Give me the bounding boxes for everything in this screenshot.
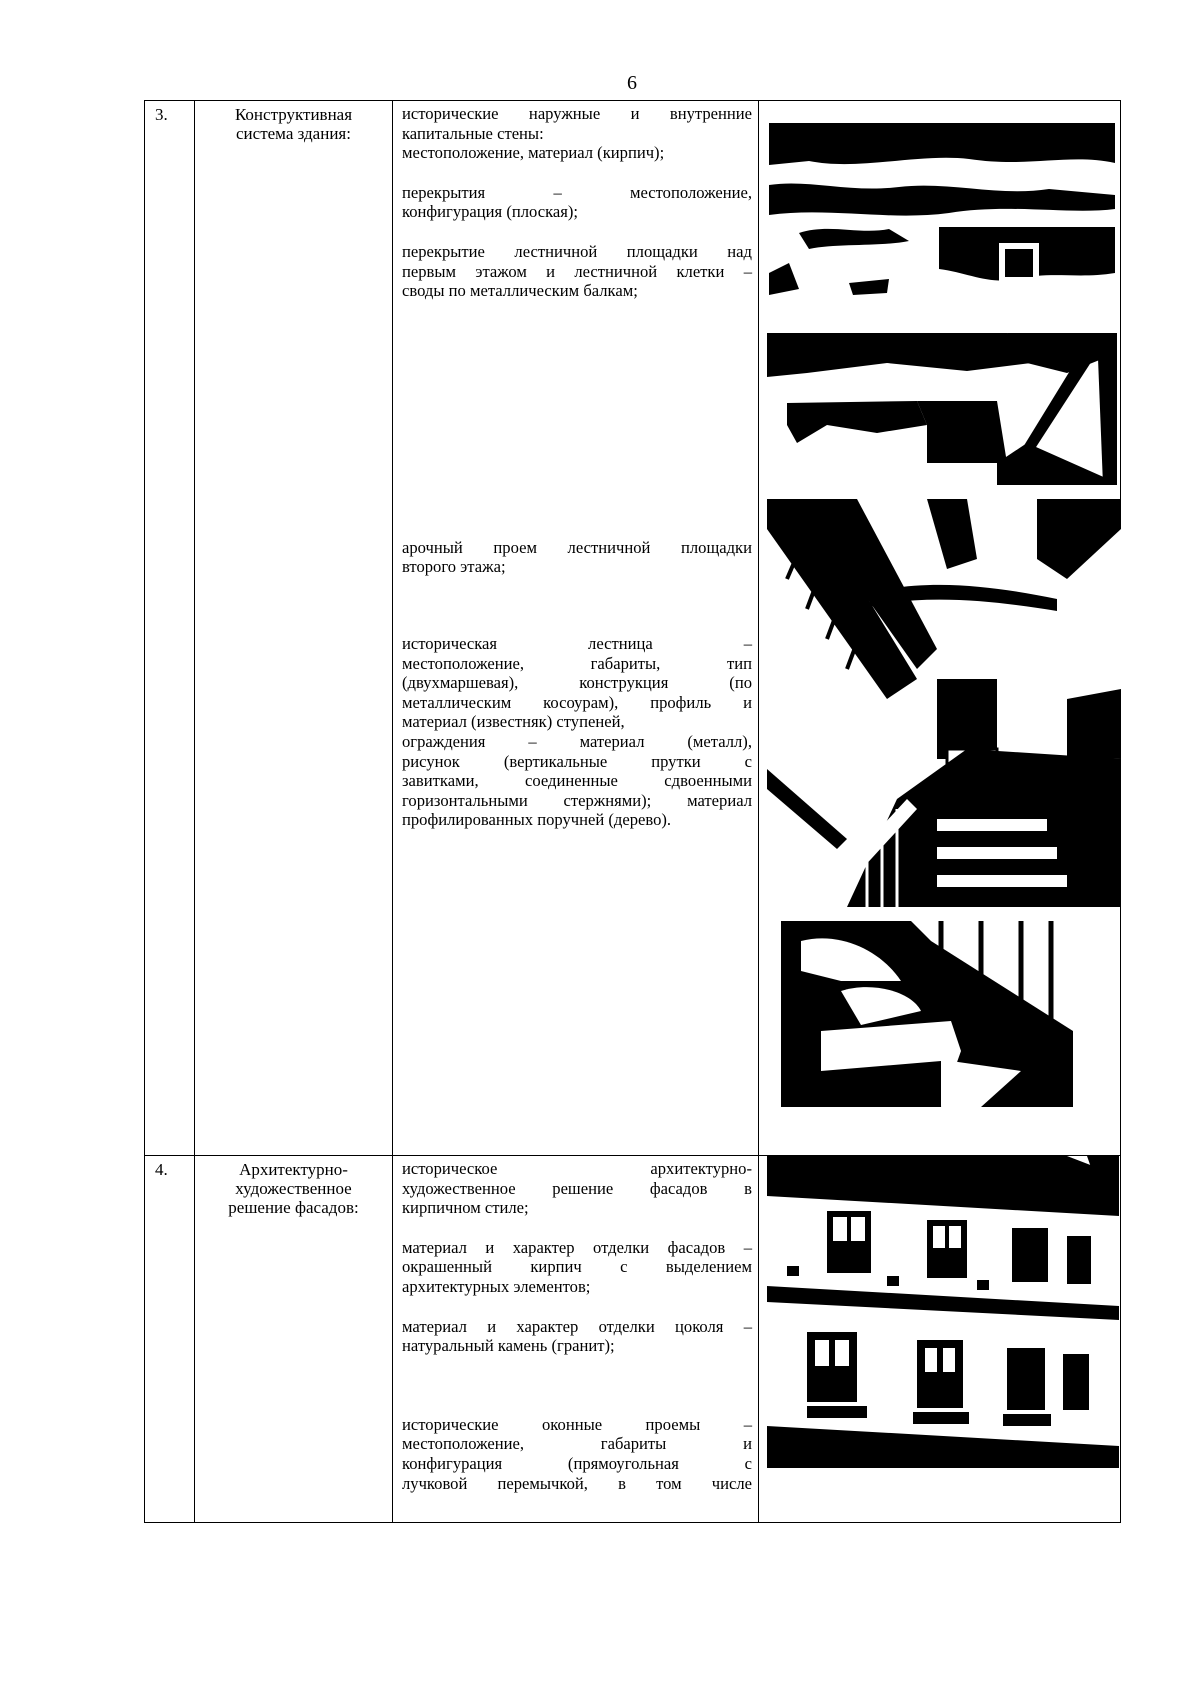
text-line: своды по металлическим балкам; bbox=[402, 281, 638, 301]
object-protection-table bbox=[144, 100, 1121, 1523]
row-number: 3. bbox=[145, 101, 195, 1156]
text-line: материал и характер отделки фасадов – bbox=[402, 1237, 752, 1257]
subject-line: Конструктивная bbox=[234, 105, 353, 124]
photo-facade bbox=[767, 1156, 1119, 1468]
photo-staircase bbox=[767, 499, 1121, 907]
text-line: арочный проем лестничной площадки bbox=[402, 537, 752, 557]
text-line: металлическим косоурам), профиль и bbox=[402, 692, 752, 712]
text-line: завитками, соединенные сдвоенными bbox=[402, 771, 752, 791]
row-subject bbox=[195, 101, 393, 1156]
description-paragraph bbox=[402, 183, 752, 222]
text-line: (двухмаршевая), конструкция (по bbox=[402, 673, 752, 693]
row-subject bbox=[195, 1156, 393, 1523]
photo-capital-walls bbox=[769, 123, 1115, 303]
description-paragraph bbox=[402, 104, 752, 163]
text-line: кирпичном стиле; bbox=[402, 1198, 529, 1218]
description-paragraph bbox=[402, 1317, 752, 1356]
row-number: 4. bbox=[145, 1156, 195, 1523]
text-line: рисунок (вертикальные прутки с bbox=[402, 751, 752, 771]
text-line: перекрытия – местоположение, bbox=[402, 182, 752, 202]
subject-line: Архитектурно- bbox=[239, 1160, 348, 1179]
text-line: конфигурация (плоская); bbox=[402, 202, 579, 222]
photo-floor-slab bbox=[767, 333, 1117, 485]
text-line: материал (известняк) ступеней, bbox=[402, 712, 625, 732]
text-line: историческая лестница – bbox=[402, 633, 752, 653]
subject-line: решение фасадов: bbox=[228, 1198, 359, 1217]
text-line: ограждения – материал (металл), bbox=[402, 731, 752, 751]
description-paragraph bbox=[402, 242, 752, 301]
text-line: материал и характер отделки цоколя – bbox=[402, 1316, 752, 1336]
row-description bbox=[393, 1156, 759, 1523]
description-paragraph bbox=[402, 538, 752, 577]
description-paragraph bbox=[402, 1415, 752, 1493]
text-line: местоположение, габариты, тип bbox=[402, 653, 752, 673]
text-line: горизонтальными стержнями); материал bbox=[402, 790, 752, 810]
text-line: исторические наружные и внутренние bbox=[402, 104, 752, 123]
text-line: первым этажом и лестничной клетки – bbox=[402, 261, 752, 281]
text-line: архитектурных элементов; bbox=[402, 1276, 591, 1296]
photo-railing bbox=[781, 921, 1073, 1107]
text-line: перекрытие лестничной площадки над bbox=[402, 241, 752, 261]
text-line: второго этажа; bbox=[402, 557, 506, 577]
text-line: капитальные стены: bbox=[402, 123, 544, 143]
text-line: натуральный камень (гранит); bbox=[402, 1336, 615, 1356]
description-paragraph bbox=[402, 1159, 752, 1218]
text-line: профилированных поручней (дерево). bbox=[402, 810, 672, 830]
description-paragraph bbox=[402, 1238, 752, 1297]
subject-line: система здания: bbox=[236, 124, 351, 143]
text-line: художественное решение фасадов в bbox=[402, 1178, 752, 1198]
page-number: 6 bbox=[627, 72, 637, 94]
text-line: окрашенный кирпич с выделением bbox=[402, 1257, 752, 1277]
text-line: конфигурация (прямоугольная с bbox=[402, 1453, 752, 1473]
text-line: историческое архитектурно- bbox=[402, 1159, 752, 1178]
description-paragraph bbox=[402, 634, 752, 830]
text-line: исторические оконные проемы – bbox=[402, 1414, 752, 1434]
text-line: лучковой перемычкой, в том числе bbox=[402, 1473, 752, 1493]
subject-line: художественное bbox=[235, 1179, 352, 1198]
row-photos bbox=[759, 1156, 1121, 1523]
table-row-3 bbox=[145, 101, 1121, 1156]
text-line: местоположение, материал (кирпич); bbox=[402, 143, 665, 163]
row-photos bbox=[759, 101, 1121, 1156]
table-row-4 bbox=[145, 1156, 1121, 1523]
row-description bbox=[393, 101, 759, 1156]
text-line: местоположение, габариты и bbox=[402, 1434, 752, 1454]
